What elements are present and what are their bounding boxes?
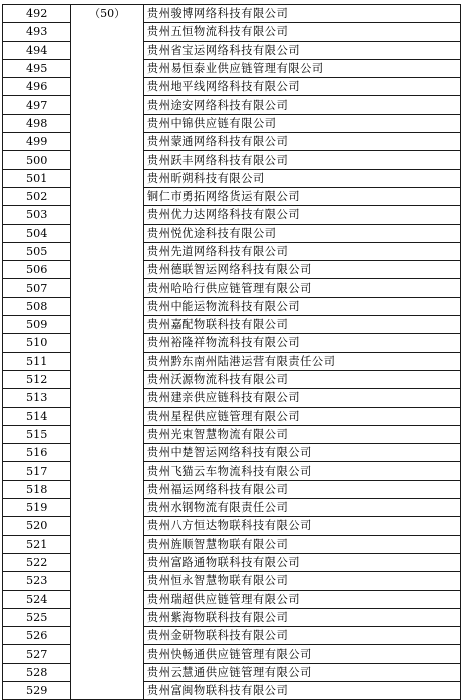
company-name: 贵州水钢物流有限责任公司 — [143, 499, 460, 517]
company-name: 贵州八方恒达物联科技有限公司 — [143, 517, 460, 535]
row-number: 504 — [3, 224, 71, 242]
company-name: 贵州地平线网络科技有限公司 — [143, 78, 460, 96]
company-name: 贵州瑞超供应链管理有限公司 — [143, 590, 460, 608]
company-name: 贵州中能运物流科技有限公司 — [143, 297, 460, 315]
company-name: 贵州光束智慧物流有限公司 — [143, 425, 460, 443]
row-number: 511 — [3, 352, 71, 370]
row-number: 503 — [3, 206, 71, 224]
company-list-body — [3, 5, 461, 700]
company-name: 贵州五恒物流科技有限公司 — [143, 23, 460, 41]
row-number: 505 — [3, 242, 71, 260]
company-name: 贵州云慧通供应链管理有限公司 — [143, 663, 460, 681]
row-number: 494 — [3, 41, 71, 59]
row-number: 498 — [3, 114, 71, 132]
row-number: 529 — [3, 681, 71, 699]
company-name: 贵州骏博网络科技有限公司 — [143, 5, 460, 23]
company-name: 贵州旌顺智慧物联有限公司 — [143, 535, 460, 553]
row-number: 493 — [3, 23, 71, 41]
company-name: 贵州恒永智慧物联有限公司 — [143, 572, 460, 590]
company-name: 贵州紫海物联科技有限公司 — [143, 608, 460, 626]
company-name: 贵州蒙通网络科技有限公司 — [143, 133, 460, 151]
company-name: 贵州裕隆祥物流科技有限公司 — [143, 334, 460, 352]
company-name: 贵州悦优途科技有限公司 — [143, 224, 460, 242]
company-list-table — [2, 4, 461, 700]
row-number: 517 — [3, 462, 71, 480]
row-number: 523 — [3, 572, 71, 590]
row-number: 509 — [3, 316, 71, 334]
company-name: 贵州先道网络科技有限公司 — [143, 242, 460, 260]
company-name: 贵州哈哈行供应链管理有限公司 — [143, 279, 460, 297]
row-number: 527 — [3, 645, 71, 663]
company-name: 贵州福运网络科技有限公司 — [143, 480, 460, 498]
company-name: 贵州星程供应链管理有限公司 — [143, 407, 460, 425]
company-name: 贵州富路通物联科技有限公司 — [143, 553, 460, 571]
row-number: 492 — [3, 5, 71, 23]
row-number: 496 — [3, 78, 71, 96]
company-name: 贵州嘉配物联科技有限公司 — [143, 316, 460, 334]
company-name: 贵州金研物联科技有限公司 — [143, 627, 460, 645]
company-name: 贵州中锦供应链有限公司 — [143, 114, 460, 132]
row-number: 506 — [3, 261, 71, 279]
row-number: 526 — [3, 627, 71, 645]
company-name: 贵州昕朔科技有限公司 — [143, 169, 460, 187]
company-name: 贵州飞猫云车物流科技有限公司 — [143, 462, 460, 480]
row-number: 520 — [3, 517, 71, 535]
company-name: 贵州黔东南州陆港运营有限责任公司 — [143, 352, 460, 370]
row-number: 510 — [3, 334, 71, 352]
row-number: 513 — [3, 389, 71, 407]
row-number: 499 — [3, 133, 71, 151]
company-name: 贵州省宝运网络科技有限公司 — [143, 41, 460, 59]
row-number: 512 — [3, 370, 71, 388]
row-number: 518 — [3, 480, 71, 498]
row-number: 508 — [3, 297, 71, 315]
row-number: 524 — [3, 590, 71, 608]
row-number: 519 — [3, 499, 71, 517]
company-name: 贵州建亲供应链科技有限公司 — [143, 389, 460, 407]
row-number: 497 — [3, 96, 71, 114]
company-name: 贵州富闽物联科技有限公司 — [143, 681, 460, 699]
company-name: 贵州易恒泰业供应链管理有限公司 — [143, 59, 460, 77]
row-number: 521 — [3, 535, 71, 553]
company-name: 铜仁市勇拓网络货运有限公司 — [143, 187, 460, 205]
row-number: 525 — [3, 608, 71, 626]
row-number: 500 — [3, 151, 71, 169]
company-name: 贵州中楚智运网络科技有限公司 — [143, 444, 460, 462]
group-label: （50） — [71, 5, 143, 700]
row-number: 501 — [3, 169, 71, 187]
row-number: 495 — [3, 59, 71, 77]
row-number: 502 — [3, 187, 71, 205]
row-number: 514 — [3, 407, 71, 425]
company-name: 贵州跃丰网络科技有限公司 — [143, 151, 460, 169]
row-number: 522 — [3, 553, 71, 571]
company-name: 贵州优力达网络科技有限公司 — [143, 206, 460, 224]
company-name: 贵州快畅通供应链管理有限公司 — [143, 645, 460, 663]
company-name: 贵州途安网络科技有限公司 — [143, 96, 460, 114]
row-number: 507 — [3, 279, 71, 297]
row-number: 516 — [3, 444, 71, 462]
company-name: 贵州沃源物流科技有限公司 — [143, 370, 460, 388]
company-name: 贵州德联智运网络科技有限公司 — [143, 261, 460, 279]
row-number: 515 — [3, 425, 71, 443]
row-number: 528 — [3, 663, 71, 681]
table-row — [3, 5, 461, 23]
